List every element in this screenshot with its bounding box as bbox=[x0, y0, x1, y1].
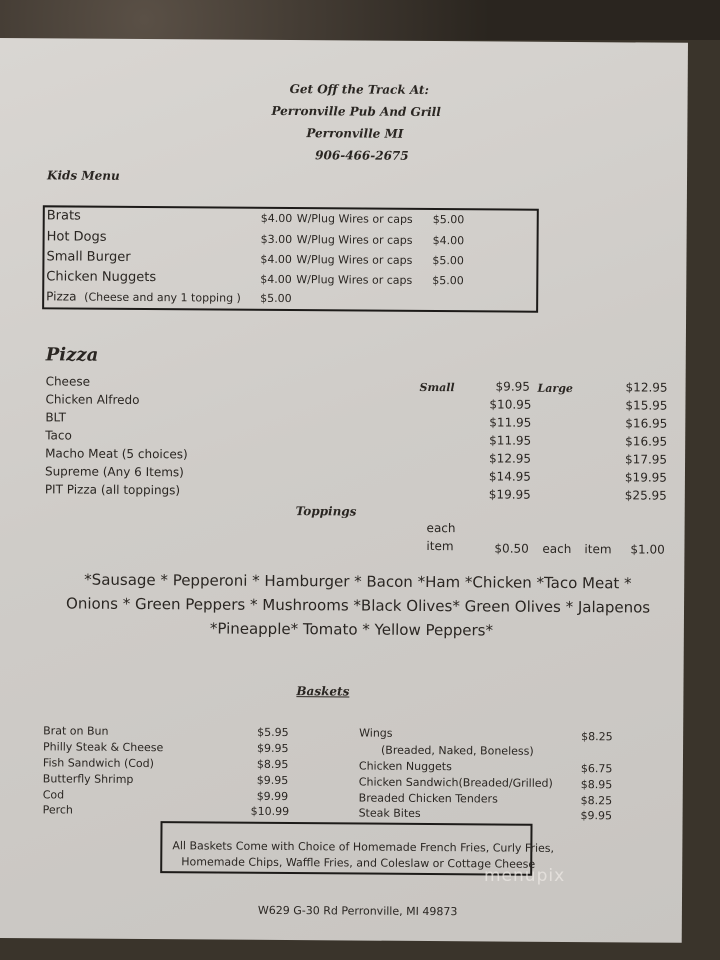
kids-item-price-2: $5.00 bbox=[432, 274, 464, 288]
basket-left-name: Perch bbox=[42, 803, 73, 817]
basket-left-price: $9.95 bbox=[257, 741, 289, 756]
kids-item-price: $4.00 bbox=[260, 272, 292, 287]
background bbox=[0, 0, 720, 40]
baskets-title: Baskets bbox=[296, 684, 350, 699]
pizza-item-small-price: $9.95 bbox=[495, 379, 530, 394]
kids-item-price-2: $5.00 bbox=[432, 254, 465, 268]
kids-item-price-2: $4.00 bbox=[432, 234, 465, 248]
basket-left-name: Cod bbox=[42, 788, 65, 802]
basket-right-price: $6.75 bbox=[580, 762, 613, 776]
kids-pizza-name: Pizza bbox=[46, 289, 77, 304]
kids-item-price: $4.00 bbox=[260, 211, 293, 226]
pizza-item-large-price: $17.95 bbox=[625, 452, 668, 467]
pizza-item-name: Macho Meat (5 choices) bbox=[45, 446, 188, 462]
basket-left-price: $5.95 bbox=[257, 725, 289, 740]
basket-right-price: $9.95 bbox=[580, 809, 613, 823]
header-line-1: Get Off the Track At: bbox=[289, 82, 429, 97]
header-line-3: Perronville MI bbox=[306, 126, 404, 141]
header-line-2: Perronville Pub And Grill bbox=[271, 103, 441, 120]
basket-right-name: Chicken Sandwich(Breaded/Grilled) bbox=[358, 775, 553, 790]
basket-right-name: Chicken Nuggets bbox=[358, 759, 452, 774]
toppings-list-line-2: Onions * Green Peppers * Mushrooms *Black Olives* Green Olives * Jalapenos bbox=[65, 594, 651, 617]
basket-right-price: $8.25 bbox=[580, 794, 613, 808]
pizza-item-name: Supreme (Any 6 Items) bbox=[44, 464, 184, 480]
pizza-item-large-price: $15.95 bbox=[625, 398, 668, 413]
basket-right-price: $8.95 bbox=[580, 778, 613, 792]
pizza-item-large-price: $19.95 bbox=[624, 470, 667, 485]
basket-left-price: $9.99 bbox=[256, 789, 289, 804]
pizza-item-large-price: $16.95 bbox=[625, 416, 668, 431]
basket-left-name: Brat on Bun bbox=[43, 724, 109, 738]
kids-menu-title: Kids Menu bbox=[46, 168, 120, 183]
toppings-price-small: $0.50 bbox=[494, 541, 529, 556]
toppings-each-large: each bbox=[542, 541, 572, 557]
toppings-title: Toppings bbox=[295, 504, 357, 519]
pizza-item-small-price: $10.95 bbox=[489, 397, 532, 412]
toppings-list-line-1: *Sausage * Pepperoni * Hamburger * Bacon *Ham *Chicken *Taco Meat * bbox=[84, 570, 632, 593]
pizza-item-name: PIT Pizza (all toppings) bbox=[44, 482, 181, 498]
toppings-each-small: each bbox=[426, 520, 456, 536]
watermark: menupix bbox=[484, 866, 566, 886]
basket-left-price: $9.95 bbox=[256, 773, 289, 788]
footer-address: W629 G-30 Rd Perronville, MI 49873 bbox=[257, 903, 458, 919]
pizza-item-name: Taco bbox=[45, 428, 72, 443]
basket-right-name: (Breaded, Naked, Boneless) bbox=[380, 743, 534, 758]
basket-left-name: Fish Sandwich (Cod) bbox=[42, 756, 154, 771]
kids-item-name: Small Burger bbox=[46, 249, 131, 265]
pizza-item-name: BLT bbox=[45, 410, 67, 425]
kids-item-price-2: $5.00 bbox=[432, 213, 465, 227]
basket-right-name: Wings bbox=[359, 726, 393, 740]
basket-right-price: $8.25 bbox=[581, 730, 613, 744]
toppings-price-large: $1.00 bbox=[630, 542, 665, 557]
pizza-item-small-price: $11.95 bbox=[489, 433, 532, 448]
pizza-item-name: Chicken Alfredo bbox=[45, 392, 140, 407]
pizza-item-name: Cheese bbox=[45, 374, 91, 389]
pizza-large-label: Large bbox=[537, 381, 573, 396]
kids-pizza-price: $5.00 bbox=[260, 291, 292, 306]
toppings-list-line-3: *Pineapple* Tomato * Yellow Peppers* bbox=[209, 619, 494, 640]
header-phone: 906-466-2675 bbox=[315, 148, 409, 163]
menu-sheet bbox=[0, 38, 688, 943]
kids-pizza-detail: (Cheese and any 1 topping ) bbox=[84, 290, 241, 305]
kids-item-note: W/Plug Wires or caps bbox=[296, 273, 413, 287]
pizza-item-large-price: $25.95 bbox=[624, 488, 667, 503]
kids-item-note: W/Plug Wires or caps bbox=[296, 253, 413, 267]
basket-left-name: Butterfly Shrimp bbox=[42, 772, 134, 786]
kids-item-name: Brats bbox=[46, 208, 81, 224]
kids-item-price: $3.00 bbox=[260, 232, 293, 247]
basket-left-price: $8.95 bbox=[256, 757, 289, 772]
baskets-note-line-2: Homemade Chips, Waffle Fries, and Coleslaw or Cottage Cheese bbox=[181, 855, 536, 871]
pizza-item-small-price: $14.95 bbox=[488, 469, 531, 484]
kids-item-price: $4.00 bbox=[260, 252, 293, 267]
basket-right-name: Breaded Chicken Tenders bbox=[358, 791, 498, 806]
pizza-item-small-price: $19.95 bbox=[488, 487, 531, 502]
basket-right-name: Steak Bites bbox=[358, 806, 421, 820]
toppings-item-large: item bbox=[584, 542, 612, 557]
pizza-title: Pizza bbox=[45, 344, 99, 366]
pizza-item-small-price: $11.95 bbox=[489, 415, 532, 430]
toppings-item-small: item bbox=[426, 538, 454, 554]
kids-item-note: W/Plug Wires or caps bbox=[296, 233, 413, 247]
basket-left-price: $10.99 bbox=[250, 804, 290, 819]
kids-item-name: Hot Dogs bbox=[46, 229, 107, 245]
pizza-item-large-price: $12.95 bbox=[625, 380, 668, 395]
pizza-item-large-price: $16.95 bbox=[625, 434, 668, 449]
pizza-small-label: Small bbox=[419, 380, 455, 395]
baskets-note-line-1: All Baskets Come with Choice of Homemade French Fries, Curly Fries, bbox=[172, 839, 555, 855]
basket-left-name: Philly Steak & Cheese bbox=[43, 740, 164, 755]
kids-item-name: Chicken Nuggets bbox=[46, 269, 157, 286]
pizza-item-small-price: $12.95 bbox=[489, 451, 532, 466]
kids-item-note: W/Plug Wires or caps bbox=[296, 212, 413, 226]
